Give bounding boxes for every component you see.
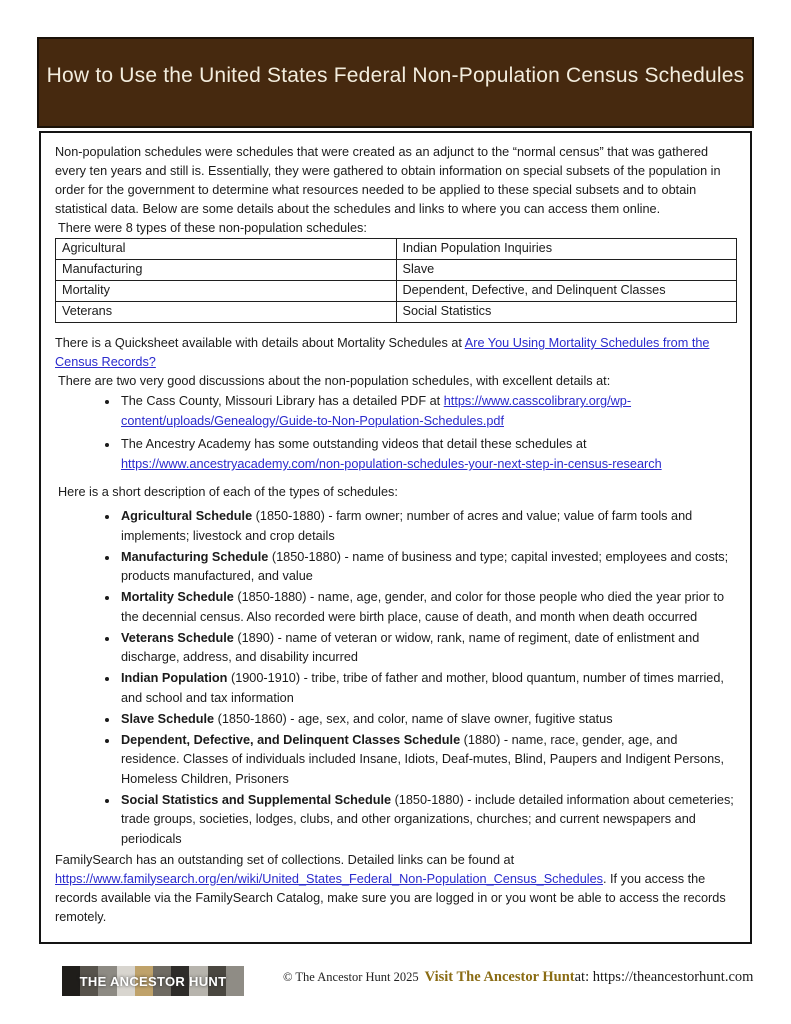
schedule-detail: (1890) - name of veteran or widow, rank, name of regiment, date of enlistment and discharge, address, and disability incurred xyxy=(121,630,700,664)
list-item xyxy=(119,629,734,668)
table-cell: Slave xyxy=(396,260,737,281)
table-cell: Mortality xyxy=(56,281,397,302)
schedule-name: Manufacturing Schedule xyxy=(121,549,269,564)
schedule-name: Mortality Schedule xyxy=(121,590,234,604)
discussions-intro: There are two very good discussions about the non-population schedules, with excellent details at: xyxy=(58,374,611,388)
mortality-quicksheet-link[interactable]: Are You Using Mortality Schedules from the Census Records? xyxy=(55,336,710,369)
schedule-types-table xyxy=(55,238,737,323)
schedule-detail: (1850-1880) - include detailed information about cemeteries; trade groups, societies, lodges, clubs, and other organizations, churches; and current newspapers and periodicals xyxy=(121,792,734,846)
schedule-detail: (1880) - name, race, gender, age, and residence. Classes of individuals included Insane, Idiots, Deaf-mutes, Blind, Paupers and Indigent Persons, Homeless Children, Prisoners xyxy=(121,732,724,786)
list-item-text: The Cass County, Missouri Library has a detailed PDF at xyxy=(121,394,444,408)
intro-paragraph: Non-population schedules were schedules that were created as an adjunct to the “normal census” that was gathered every ten years and still is. Essentially, they were gathered to obtain information on special subsets of the population in order for the government to determine what resources needed to be applied to these special subsets and to obtain statistical data. Below are some details about the schedules and links to where you can access them online. xyxy=(55,145,721,216)
familysearch-text-after: . If you access the records available via the FamilySearch Catalog, make sure you are logged in or you wont be able to access the records remotely. xyxy=(55,871,726,924)
table-row xyxy=(56,260,737,281)
footer-site-url: at: https://theancestorhunt.com xyxy=(574,969,754,985)
list-item-text: The Ancestry Academy has some outstanding videos that detail these schedules at xyxy=(121,437,587,451)
descriptions-intro: Here is a short description of each of the types of schedules: xyxy=(58,485,398,499)
discussion-link-list xyxy=(55,391,734,474)
list-item xyxy=(119,548,734,587)
table-cell: Indian Population Inquiries xyxy=(396,239,737,260)
schedule-detail: (1850-1880) - farm owner; number of acres and value; value of farm tools and implements; livestock and crop details xyxy=(121,509,693,543)
table-cell: Manufacturing xyxy=(56,260,397,281)
table-row xyxy=(56,239,737,260)
page-title: How to Use the United States Federal Non-Population Census Schedules xyxy=(46,63,745,87)
list-item xyxy=(119,669,734,708)
schedule-description-list xyxy=(55,507,734,849)
table-cell: Agricultural xyxy=(56,239,397,260)
table-cell: Veterans xyxy=(56,302,397,323)
quicksheet-text: There is a Quicksheet available with details about Mortality Schedules at xyxy=(55,336,465,350)
schedule-name: Social Statistics and Supplemental Schedule xyxy=(121,792,392,807)
schedule-name: Slave Schedule xyxy=(121,711,215,726)
table-cell: Dependent, Defective, and Delinquent Classes xyxy=(396,281,737,302)
schedule-detail: (1900-1910) - tribe, tribe of father and mother, blood quantum, number of times married, and school and tax information xyxy=(121,671,724,705)
visit-label: Visit The Ancestor Hunt xyxy=(424,969,575,985)
ancestor-hunt-logo xyxy=(62,966,244,996)
table-row xyxy=(56,281,737,302)
content-box xyxy=(39,131,752,944)
title-banner xyxy=(37,37,754,128)
schedule-detail: (1850-1880) - name of business and type; capital invested; employees and costs; products manufactured, and value xyxy=(121,549,729,583)
list-item xyxy=(119,507,734,546)
schedule-detail: (1850-1880) - name, age, gender, and color for those people who died the year prior to the decennial census. Also recorded were birth place, cause of death, and month when death occurred xyxy=(121,590,725,624)
list-item xyxy=(119,588,734,627)
schedule-name: Dependent, Defective, and Delinquent Classes Schedule xyxy=(121,732,461,747)
schedule-detail: (1850-1860) - age, sex, and color, name of slave owner, fugitive status xyxy=(214,711,613,726)
familysearch-wiki-link[interactable]: https://www.familysearch.org/en/wiki/United_States_Federal_Non-Population_Census_Schedules xyxy=(55,871,603,886)
list-item xyxy=(119,710,734,730)
list-item xyxy=(119,391,734,431)
casscolibrary-pdf-link[interactable]: https://www.casscolibrary.org/wp-content/uploads/Genealogy/Guide-to-Non-Population-Schedules.pdf xyxy=(121,394,632,428)
types-intro: There were 8 types of these non-population schedules: xyxy=(58,221,367,235)
list-item xyxy=(119,731,734,790)
footer-copyright xyxy=(283,969,753,986)
table-cell: Social Statistics xyxy=(396,302,737,323)
copyright-text: © The Ancestor Hunt 2025 xyxy=(283,970,419,984)
quicksheet-paragraph xyxy=(55,334,734,372)
ancestry-academy-link[interactable]: https://www.ancestryacademy.com/non-population-schedules-your-next-step-in-census-research xyxy=(121,457,662,471)
schedule-name: Agricultural Schedule xyxy=(121,509,253,523)
logo-wordmark: THE ANCESTOR HUNT xyxy=(79,973,227,989)
list-item xyxy=(119,434,734,474)
schedule-name: Indian Population xyxy=(121,671,228,685)
table-row xyxy=(56,302,737,323)
familysearch-text: FamilySearch has an outstanding set of collections. Detailed links can be found at xyxy=(55,852,515,867)
list-item xyxy=(119,791,734,850)
schedule-name: Veterans Schedule xyxy=(121,630,234,645)
familysearch-paragraph xyxy=(55,851,734,927)
